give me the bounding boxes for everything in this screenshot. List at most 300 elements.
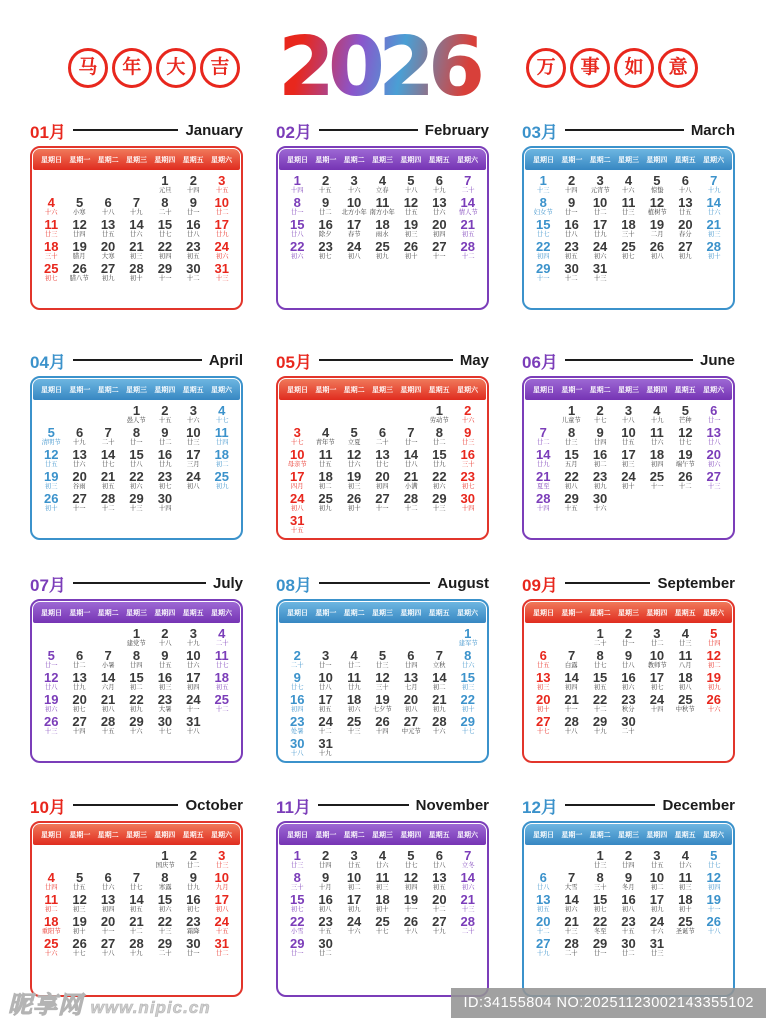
day-cell-25: [311, 493, 339, 514]
day-number: 4: [681, 848, 689, 863]
day-cell-10: [179, 427, 207, 448]
day-cell-25: [37, 263, 65, 284]
day-cell-30: [557, 263, 585, 284]
day-cell-21: [454, 219, 482, 240]
day-number: 30: [186, 261, 201, 276]
month-july: [30, 571, 243, 793]
month-box: [30, 146, 243, 310]
day-lunar-label: 夏至: [536, 483, 550, 490]
day-cell-18: [37, 241, 65, 262]
month-title: [30, 793, 243, 817]
days-grid: [278, 624, 487, 761]
day-lunar-label: 初十: [622, 483, 635, 490]
greeting-char: 意: [658, 48, 698, 88]
day-number: 1: [161, 848, 169, 863]
day-number: 30: [621, 714, 636, 729]
day-number: 8: [568, 425, 576, 440]
day-cell-6: [397, 650, 425, 671]
weekday-label: 星期二: [97, 386, 119, 394]
day-cell-17: [643, 672, 671, 693]
day-cell-16: [614, 894, 642, 915]
day-number: 11: [678, 648, 693, 663]
day-cell-11: [37, 894, 65, 915]
day-cell-31: [283, 515, 311, 536]
weekday-label: 星期二: [97, 831, 119, 839]
day-number: 11: [318, 447, 333, 462]
month-box: [30, 821, 243, 997]
day-cell-25: [671, 916, 699, 937]
day-number: 12: [706, 870, 722, 885]
day-lunar-label: 廿八: [130, 461, 143, 468]
day-cell-10: [643, 650, 671, 671]
day-lunar-label: 初三: [376, 884, 389, 891]
day-number: 3: [596, 173, 604, 188]
day-cell-31: [208, 263, 236, 284]
day-lunar-label: 十五: [215, 928, 229, 935]
days-grid: [524, 171, 733, 286]
day-cell-30: [586, 493, 614, 514]
day-cell-20: [397, 694, 425, 715]
day-lunar-label: 十八: [101, 209, 115, 216]
day-cell-30: [614, 716, 642, 737]
day-number: 8: [464, 648, 472, 663]
day-cell-15: [586, 672, 614, 693]
weekday-label: 星期一: [69, 831, 91, 839]
day-lunar-label: 廿八: [622, 662, 635, 669]
empty-cell: [94, 628, 122, 649]
month-number-label: 03月: [522, 122, 558, 142]
day-number: 23: [621, 692, 636, 707]
day-cell-26: [643, 241, 671, 262]
month-november: [276, 793, 489, 1023]
day-number: 21: [129, 914, 144, 929]
day-lunar-label: 十三: [536, 187, 550, 194]
day-number: 29: [535, 261, 551, 276]
day-number: 25: [375, 914, 390, 929]
day-cell-11: [614, 197, 642, 218]
day-number: 21: [432, 692, 447, 707]
day-cell-10: [614, 427, 642, 448]
day-lunar-label: 初四: [101, 906, 115, 913]
day-number: 13: [432, 870, 447, 885]
day-lunar-label: 廿七: [215, 662, 229, 669]
greeting-char: 年: [112, 48, 152, 88]
day-cell-8: [122, 427, 150, 448]
day-cell-31: [586, 263, 614, 284]
day-number: 5: [47, 425, 55, 440]
day-number: 3: [218, 173, 226, 188]
month-number-label: 05月: [276, 352, 312, 372]
day-lunar-label: 三十: [622, 231, 635, 238]
day-number: 4: [47, 195, 55, 210]
day-cell-23: [283, 716, 311, 737]
day-number: 10: [649, 648, 665, 663]
day-number: 11: [44, 217, 59, 232]
day-number: 3: [350, 848, 358, 863]
day-lunar-label: 廿八: [565, 231, 578, 238]
day-cell-27: [529, 938, 557, 959]
day-lunar-label: 大寒: [101, 253, 115, 260]
day-lunar-label: 廿九: [593, 231, 607, 238]
month-number-label: 10月: [30, 797, 66, 817]
day-cell-29: [454, 716, 482, 737]
day-number: 3: [624, 403, 633, 418]
day-number: 19: [72, 914, 87, 929]
day-number: 6: [435, 173, 443, 188]
day-cell-22: [122, 694, 150, 715]
weekday-label: 星期六: [456, 156, 478, 164]
day-lunar-label: 教师节: [647, 662, 667, 669]
day-cell-9: [151, 650, 179, 671]
day-number: 5: [76, 870, 84, 885]
weekday-label: 星期五: [182, 156, 204, 164]
day-lunar-label: 初十: [347, 505, 361, 512]
empty-cell: [340, 405, 368, 426]
day-cell-2: [151, 628, 179, 649]
day-lunar-label: 初五: [536, 906, 550, 913]
day-cell-5: [397, 175, 425, 196]
day-number: 30: [186, 936, 201, 951]
day-cell-15: [557, 449, 585, 470]
day-lunar-label: 国庆节: [155, 862, 175, 869]
day-cell-19: [65, 241, 93, 262]
day-cell-15: [151, 894, 179, 915]
month-box: [276, 146, 489, 310]
day-cell-29: [122, 493, 150, 514]
day-cell-6: [700, 405, 728, 426]
day-lunar-label: 廿七: [101, 461, 115, 468]
day-number: 27: [432, 914, 447, 929]
day-lunar-label: 二十: [215, 640, 229, 647]
weekday-label: 星期一: [315, 386, 337, 394]
month-box: [522, 821, 735, 997]
day-number: 19: [403, 217, 419, 232]
day-cell-2: [614, 850, 642, 871]
day-number: 6: [104, 870, 112, 885]
day-number: 17: [289, 469, 305, 484]
day-cell-14: [122, 219, 150, 240]
empty-cell: [368, 405, 396, 426]
day-lunar-label: 初八: [404, 706, 418, 713]
day-lunar-label: 廿七: [536, 231, 550, 238]
day-lunar-label: 初八: [565, 483, 578, 490]
weekday-label: 星期六: [456, 609, 478, 617]
day-number: 22: [129, 469, 144, 484]
day-lunar-label: 廿一: [622, 640, 635, 647]
day-number: 5: [47, 648, 55, 663]
weekday-label: 星期一: [69, 386, 91, 394]
day-number: 26: [346, 491, 362, 506]
watermark-url: www.nipic.cn: [90, 998, 211, 1017]
day-lunar-label: 二十: [593, 640, 607, 647]
day-cell-30: [179, 938, 207, 959]
day-cell-22: [151, 241, 179, 262]
day-lunar-label: 廿八: [707, 439, 721, 446]
day-cell-13: [425, 197, 453, 218]
month-box: [30, 376, 243, 540]
day-number: 20: [535, 914, 551, 929]
day-number: 6: [104, 195, 112, 210]
day-lunar-label: 初七: [650, 684, 664, 691]
month-number-label: 07月: [30, 575, 66, 595]
day-cell-28: [94, 493, 122, 514]
day-lunar-label: 十九: [73, 439, 86, 446]
day-number: 4: [624, 173, 633, 188]
day-number: 26: [43, 491, 59, 506]
day-lunar-label: 初三: [536, 684, 550, 691]
weekday-label: 星期一: [561, 831, 583, 839]
day-cell-23: [179, 916, 207, 937]
month-title: [276, 118, 489, 142]
day-cell-12: [65, 894, 93, 915]
day-number: 28: [100, 491, 116, 506]
day-cell-15: [122, 449, 150, 470]
day-lunar-label: 初九: [376, 253, 389, 260]
day-number: 23: [157, 469, 173, 484]
day-lunar-label: 初十: [707, 253, 721, 260]
day-number: 9: [596, 425, 604, 440]
day-number: 8: [132, 425, 141, 440]
day-number: 8: [132, 648, 141, 663]
day-cell-13: [425, 872, 453, 893]
day-number: 9: [293, 670, 301, 685]
day-number: 24: [289, 491, 305, 506]
month-english-label: January: [185, 121, 243, 139]
day-lunar-label: 七夕节: [373, 706, 392, 713]
month-number-label: 11月: [276, 797, 311, 817]
day-cell-20: [425, 219, 453, 240]
day-cell-27: [529, 716, 557, 737]
day-number: 12: [375, 670, 390, 685]
month-divider-line: [73, 804, 179, 807]
day-number: 6: [407, 648, 415, 663]
day-number: 15: [535, 217, 551, 232]
day-lunar-label: 初十: [536, 706, 550, 713]
day-number: 28: [432, 714, 447, 729]
day-lunar-label: 二十: [158, 950, 172, 957]
day-lunar-label: 初五: [187, 253, 200, 260]
day-lunar-label: 九月: [215, 884, 229, 891]
month-box: [276, 376, 489, 540]
day-number: 7: [132, 195, 141, 210]
day-cell-29: [586, 716, 614, 737]
day-lunar-label: 十八: [707, 928, 721, 935]
day-lunar-label: 大暑: [158, 706, 172, 713]
empty-cell: [65, 850, 93, 871]
day-cell-30: [454, 493, 482, 514]
weekday-header: [525, 149, 732, 170]
day-cell-22: [283, 916, 311, 937]
day-cell-12: [397, 197, 425, 218]
day-cell-27: [368, 493, 396, 514]
day-lunar-label: 三十: [290, 884, 304, 891]
month-divider-line: [319, 129, 418, 132]
day-cell-4: [311, 427, 339, 448]
day-lunar-label: 儿童节: [562, 417, 582, 424]
day-number: 8: [539, 195, 547, 210]
day-number: 23: [318, 914, 333, 929]
day-cell-24: [614, 471, 642, 492]
day-number: 7: [104, 425, 112, 440]
month-title: [522, 571, 735, 595]
day-cell-21: [425, 694, 453, 715]
day-lunar-label: 圣诞节: [675, 928, 695, 935]
day-lunar-label: 劳动节: [429, 417, 449, 424]
day-cell-7: [122, 872, 150, 893]
day-lunar-label: 初七: [44, 275, 58, 282]
day-cell-28: [425, 716, 453, 737]
day-number: 25: [43, 261, 59, 276]
day-cell-13: [671, 197, 699, 218]
day-lunar-label: 廿一: [130, 439, 143, 446]
day-lunar-label: 廿三: [679, 640, 692, 647]
day-cell-6: [94, 197, 122, 218]
day-lunar-label: 初十: [73, 928, 86, 935]
day-cell-20: [529, 694, 557, 715]
day-number: 16: [592, 447, 608, 462]
empty-cell: [37, 628, 65, 649]
day-lunar-label: 廿五: [44, 461, 58, 468]
day-cell-18: [311, 471, 339, 492]
day-lunar-label: 廿六: [73, 461, 86, 468]
month-divider-line: [73, 359, 202, 362]
day-cell-19: [643, 219, 671, 240]
day-cell-2: [454, 405, 482, 426]
day-number: 23: [621, 914, 636, 929]
day-number: 30: [592, 491, 608, 506]
day-cell-1: [586, 628, 614, 649]
day-lunar-label: 十七: [376, 928, 389, 935]
day-lunar-label: 立冬: [461, 862, 475, 869]
day-lunar-label: 十九: [536, 950, 550, 957]
day-cell-13: [529, 672, 557, 693]
day-lunar-label: 十三: [593, 275, 607, 282]
day-cell-4: [614, 175, 642, 196]
day-cell-27: [65, 493, 93, 514]
empty-cell: [122, 175, 150, 196]
weekday-label: 星期一: [561, 386, 583, 394]
day-lunar-label: 寒露: [158, 884, 172, 891]
day-lunar-label: 廿九: [433, 461, 446, 468]
weekday-label: 星期二: [97, 156, 119, 164]
month-english-label: May: [459, 351, 489, 369]
day-cell-13: [94, 894, 122, 915]
day-cell-20: [529, 916, 557, 937]
day-number: 30: [157, 714, 173, 729]
day-lunar-label: 初三: [73, 906, 86, 913]
day-lunar-label: 十月: [319, 884, 332, 891]
day-number: 10: [214, 195, 230, 210]
month-box: [522, 376, 735, 540]
day-lunar-label: 三十: [376, 684, 389, 691]
day-number: 2: [624, 848, 633, 863]
day-cell-8: [454, 650, 482, 671]
day-cell-27: [425, 916, 453, 937]
day-cell-22: [529, 241, 557, 262]
day-lunar-label: 初二: [44, 906, 58, 913]
empty-cell: [529, 850, 557, 871]
day-number: 12: [346, 447, 362, 462]
day-lunar-label: 十三: [707, 483, 721, 490]
day-lunar-label: 初四: [158, 253, 172, 260]
day-number: 20: [403, 692, 419, 707]
day-cell-11: [37, 219, 65, 240]
day-cell-14: [94, 672, 122, 693]
day-lunar-label: 十四: [73, 728, 86, 735]
month-divider-line: [319, 582, 430, 585]
day-lunar-label: 初五: [215, 684, 229, 691]
day-number: 25: [318, 491, 333, 506]
month-english-label: March: [690, 121, 735, 139]
day-lunar-label: 初八: [215, 906, 229, 913]
day-number: 10: [621, 425, 636, 440]
day-lunar-label: 除夕: [319, 231, 332, 238]
day-cell-31: [208, 938, 236, 959]
day-cell-31: [179, 716, 207, 737]
day-number: 30: [289, 736, 305, 751]
day-cell-7: [397, 427, 425, 448]
day-cell-23: [151, 694, 179, 715]
weekday-label: 星期三: [617, 831, 639, 839]
day-cell-2: [586, 405, 614, 426]
day-number: 18: [678, 670, 693, 685]
weekday-label: 星期三: [125, 386, 147, 394]
day-cell-7: [529, 427, 557, 448]
day-cell-7: [557, 650, 585, 671]
day-number: 2: [568, 173, 576, 188]
day-lunar-label: 初六: [433, 483, 446, 490]
day-cell-13: [94, 219, 122, 240]
day-cell-18: [208, 449, 236, 470]
day-lunar-label: 春分: [679, 231, 692, 238]
day-number: 9: [161, 648, 169, 663]
month-divider-line: [73, 582, 206, 585]
day-number: 6: [76, 648, 84, 663]
day-cell-12: [37, 672, 65, 693]
day-number: 4: [218, 626, 226, 641]
day-number: 2: [322, 848, 330, 863]
day-lunar-label: 廿六: [130, 231, 143, 238]
day-lunar-label: 廿六: [650, 439, 664, 446]
day-number: 29: [460, 714, 476, 729]
day-number: 13: [72, 447, 87, 462]
day-lunar-label: 初六: [347, 706, 361, 713]
day-number: 28: [129, 261, 144, 276]
day-number: 14: [129, 217, 144, 232]
weekday-label: 星期日: [41, 609, 62, 617]
day-cell-1: [151, 175, 179, 196]
day-lunar-label: 妇女节: [533, 209, 553, 216]
day-number: 27: [72, 714, 87, 729]
day-cell-23: [557, 241, 585, 262]
weekday-label: 星期五: [674, 386, 696, 394]
day-lunar-label: 中秋节: [675, 706, 695, 713]
day-cell-14: [557, 894, 585, 915]
month-number-label: 12月: [522, 797, 558, 817]
greeting-char: 如: [614, 48, 654, 88]
day-number: 30: [157, 491, 173, 506]
day-lunar-label: 廿二: [536, 439, 550, 446]
weekday-label: 星期日: [287, 156, 308, 164]
day-number: 21: [564, 914, 579, 929]
day-number: 24: [346, 914, 362, 929]
day-number: 16: [318, 217, 333, 232]
day-cell-24: [340, 916, 368, 937]
day-lunar-label: 十七: [593, 417, 607, 424]
top-banner: [0, 0, 766, 114]
days-grid: [524, 401, 733, 516]
day-lunar-label: 廿一: [290, 209, 304, 216]
